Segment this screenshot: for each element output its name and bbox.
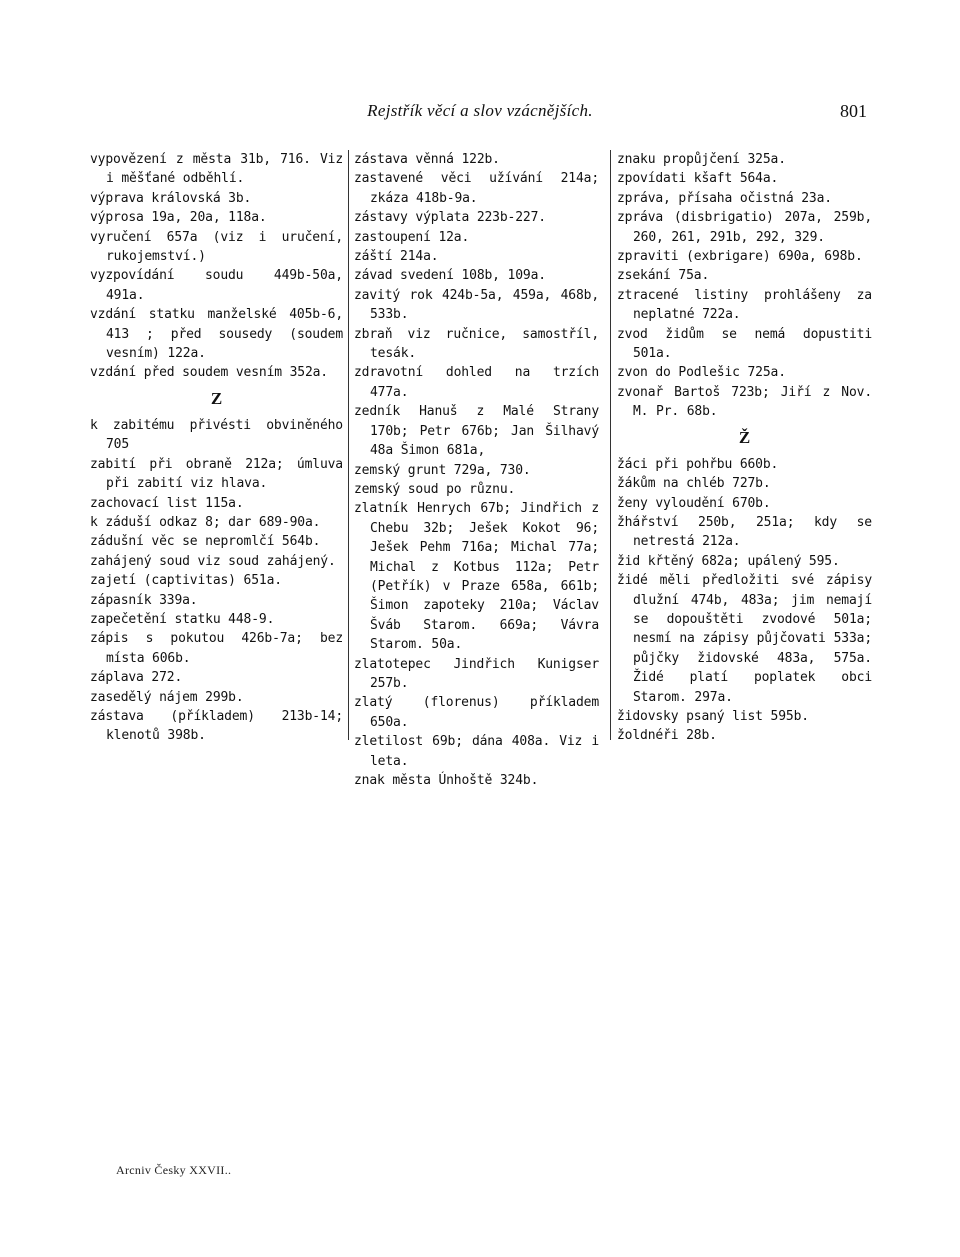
index-entry: zástavy výplata 223b-227.: [354, 210, 546, 226]
index-entry: zapečetění statku 448-9.: [90, 611, 275, 627]
column-divider: [610, 150, 611, 740]
index-entry: zpovídati kšaft 564a.: [617, 171, 779, 187]
index-entry: ztracené listiny prohlášeny za neplatné 722a.: [617, 287, 872, 323]
index-column-2: [354, 150, 599, 790]
index-column-1: [90, 150, 343, 746]
index-entry: žoldnéři 28b.: [617, 728, 717, 744]
index-entry: zachovací list 115a.: [90, 495, 244, 511]
section-letter: Z: [210, 388, 223, 408]
index-entry: zsekání 75a.: [617, 268, 710, 284]
index-entry: zajetí (captivitas) 651a.: [90, 573, 282, 589]
index-entry: zpraviti (exbrigare) 690a, 698b.: [617, 249, 863, 265]
index-entry: zástava (příkladem) 213b-14; klenotů 398b.: [90, 708, 343, 744]
index-entry: zástava věnná 122b.: [354, 152, 500, 167]
index-entry: zemský grunt 729a, 730.: [354, 462, 531, 478]
page-number: 801: [840, 101, 867, 121]
index-entry: ženy vyloudění 670b.: [617, 495, 771, 511]
index-entry: zápis s pokutou 426b-7a; bez místa 606b.: [90, 631, 343, 666]
index-entry: zvod židům se nemá dopustiti 501a.: [617, 326, 872, 362]
index-entry: zlatník Henrych 67b; Jindřich z Chebu 32b; Ješek Kokot 96; Ješek Pehm 716a; Michal 77a; Michal z Kotbus 112a; Petr (Petřík) v Praze 658a, 661b; Šimon zapoteky 210a; Václav Šváb Starom. 669a; Vávra Starom. 50a.: [354, 501, 599, 653]
index-entry: žhářství 250b, 251a; kdy se netrestá 212a.: [617, 514, 872, 550]
index-entry: židé měli předložiti své zápisy dlužní 474b, 483a; jim nemají se dopouštěti zvodové 501a; nesmí na zápisy půjčovati 533a; půjčky židovské 483a, 575a. Židé platí poplatek obci Starom. 297a.: [617, 573, 872, 705]
index-entry: vzdání statku manželské 405b-6, 413 ; před sousedy (soudem vesním) 122a.: [90, 307, 343, 362]
index-entry: zbraň viz ručnice, samostříl, tesák.: [354, 326, 599, 362]
index-entry: závad svedení 108b, 109a.: [354, 268, 546, 284]
index-entry: vzdání před soudem vesním 352a.: [90, 365, 328, 381]
column-divider: [348, 150, 349, 740]
index-entry: žid křtěný 682a; upálený 595.: [617, 553, 840, 569]
index-entry: žákům na chléb 727b.: [617, 476, 771, 492]
index-entry: zletilost 69b; dána 408a. Viz i leta.: [354, 734, 599, 769]
index-entry: zádušní věc se nepromlčí 564b.: [90, 534, 321, 550]
index-entry: znaku propůjčení 325a.: [617, 152, 786, 167]
index-entry: zpráva (disbrigatio) 207a, 259b, 260, 261, 291b, 292, 329.: [617, 210, 872, 245]
index-entry: zpráva, přísaha očistná 23a.: [617, 190, 832, 206]
index-entry: vyručení 657a (viz i uručení, rukojemství.): [90, 229, 343, 265]
index-entry: zasedělý nájem 299b.: [90, 689, 244, 705]
index-entry: zlatotepec Jindřich Kunigser 257b.: [354, 656, 599, 691]
footer-signature: Arcniv Česky XXVII..: [116, 1163, 232, 1177]
index-entry: židovsky psaný list 595b.: [617, 708, 809, 724]
index-entry: zahájený soud viz soud zahájený.: [90, 553, 336, 569]
index-column-3: [617, 150, 872, 746]
index-entry: zavitý rok 424b-5a, 459a, 468b, 533b.: [354, 287, 599, 323]
index-entry: zvonař Bartoš 723b; Jiří z Nov. M. Pr. 68b.: [617, 384, 872, 420]
index-entry: vypovězení z města 31b, 716. Viz i měšťané odběhlí.: [90, 152, 343, 187]
index-entry: výprosa 19a, 20a, 118a.: [90, 210, 267, 226]
index-entry: výprava královská 3b.: [90, 190, 252, 206]
index-entry: k zabitému přivésti obviněného 705: [90, 417, 343, 453]
index-entry: zápasník 339a.: [90, 592, 198, 608]
index-entry: zabití při obraně 212a; úmluva při zabití viz hlava.: [90, 456, 343, 492]
index-entry: zdravotní dohled na trzích 477a.: [354, 365, 599, 400]
index-entry: záplava 272.: [90, 670, 183, 686]
index-entry: zemský soud po různu.: [354, 481, 516, 497]
index-entry: zvon do Podlešic 725a.: [617, 365, 786, 381]
index-entry: zlatý (florenus) příkladem 650a.: [354, 695, 599, 730]
section-letter: Ž: [738, 427, 751, 447]
index-entry: k záduší odkaz 8; dar 689-90a.: [90, 514, 321, 530]
index-entry: vyzpovídání soudu 449b-50a, 491a.: [90, 268, 343, 303]
index-entry: záští 214a.: [354, 249, 439, 265]
index-entry: zastavené věci užívání 214a; zkáza 418b-9a.: [354, 171, 599, 206]
index-entry: žáci při pohřbu 660b.: [617, 456, 779, 472]
index-entry: zastoupení 12a.: [354, 229, 470, 245]
index-entry: znak města Únhoště 324b.: [354, 773, 539, 788]
index-entry: zedník Hanuš z Malé Strany 170b; Petr 676b; Jan Šilhavý 48a Šimon 681a,: [354, 404, 599, 459]
running-head: Rejstřík věcí a slov vzácnějších.: [367, 101, 593, 120]
